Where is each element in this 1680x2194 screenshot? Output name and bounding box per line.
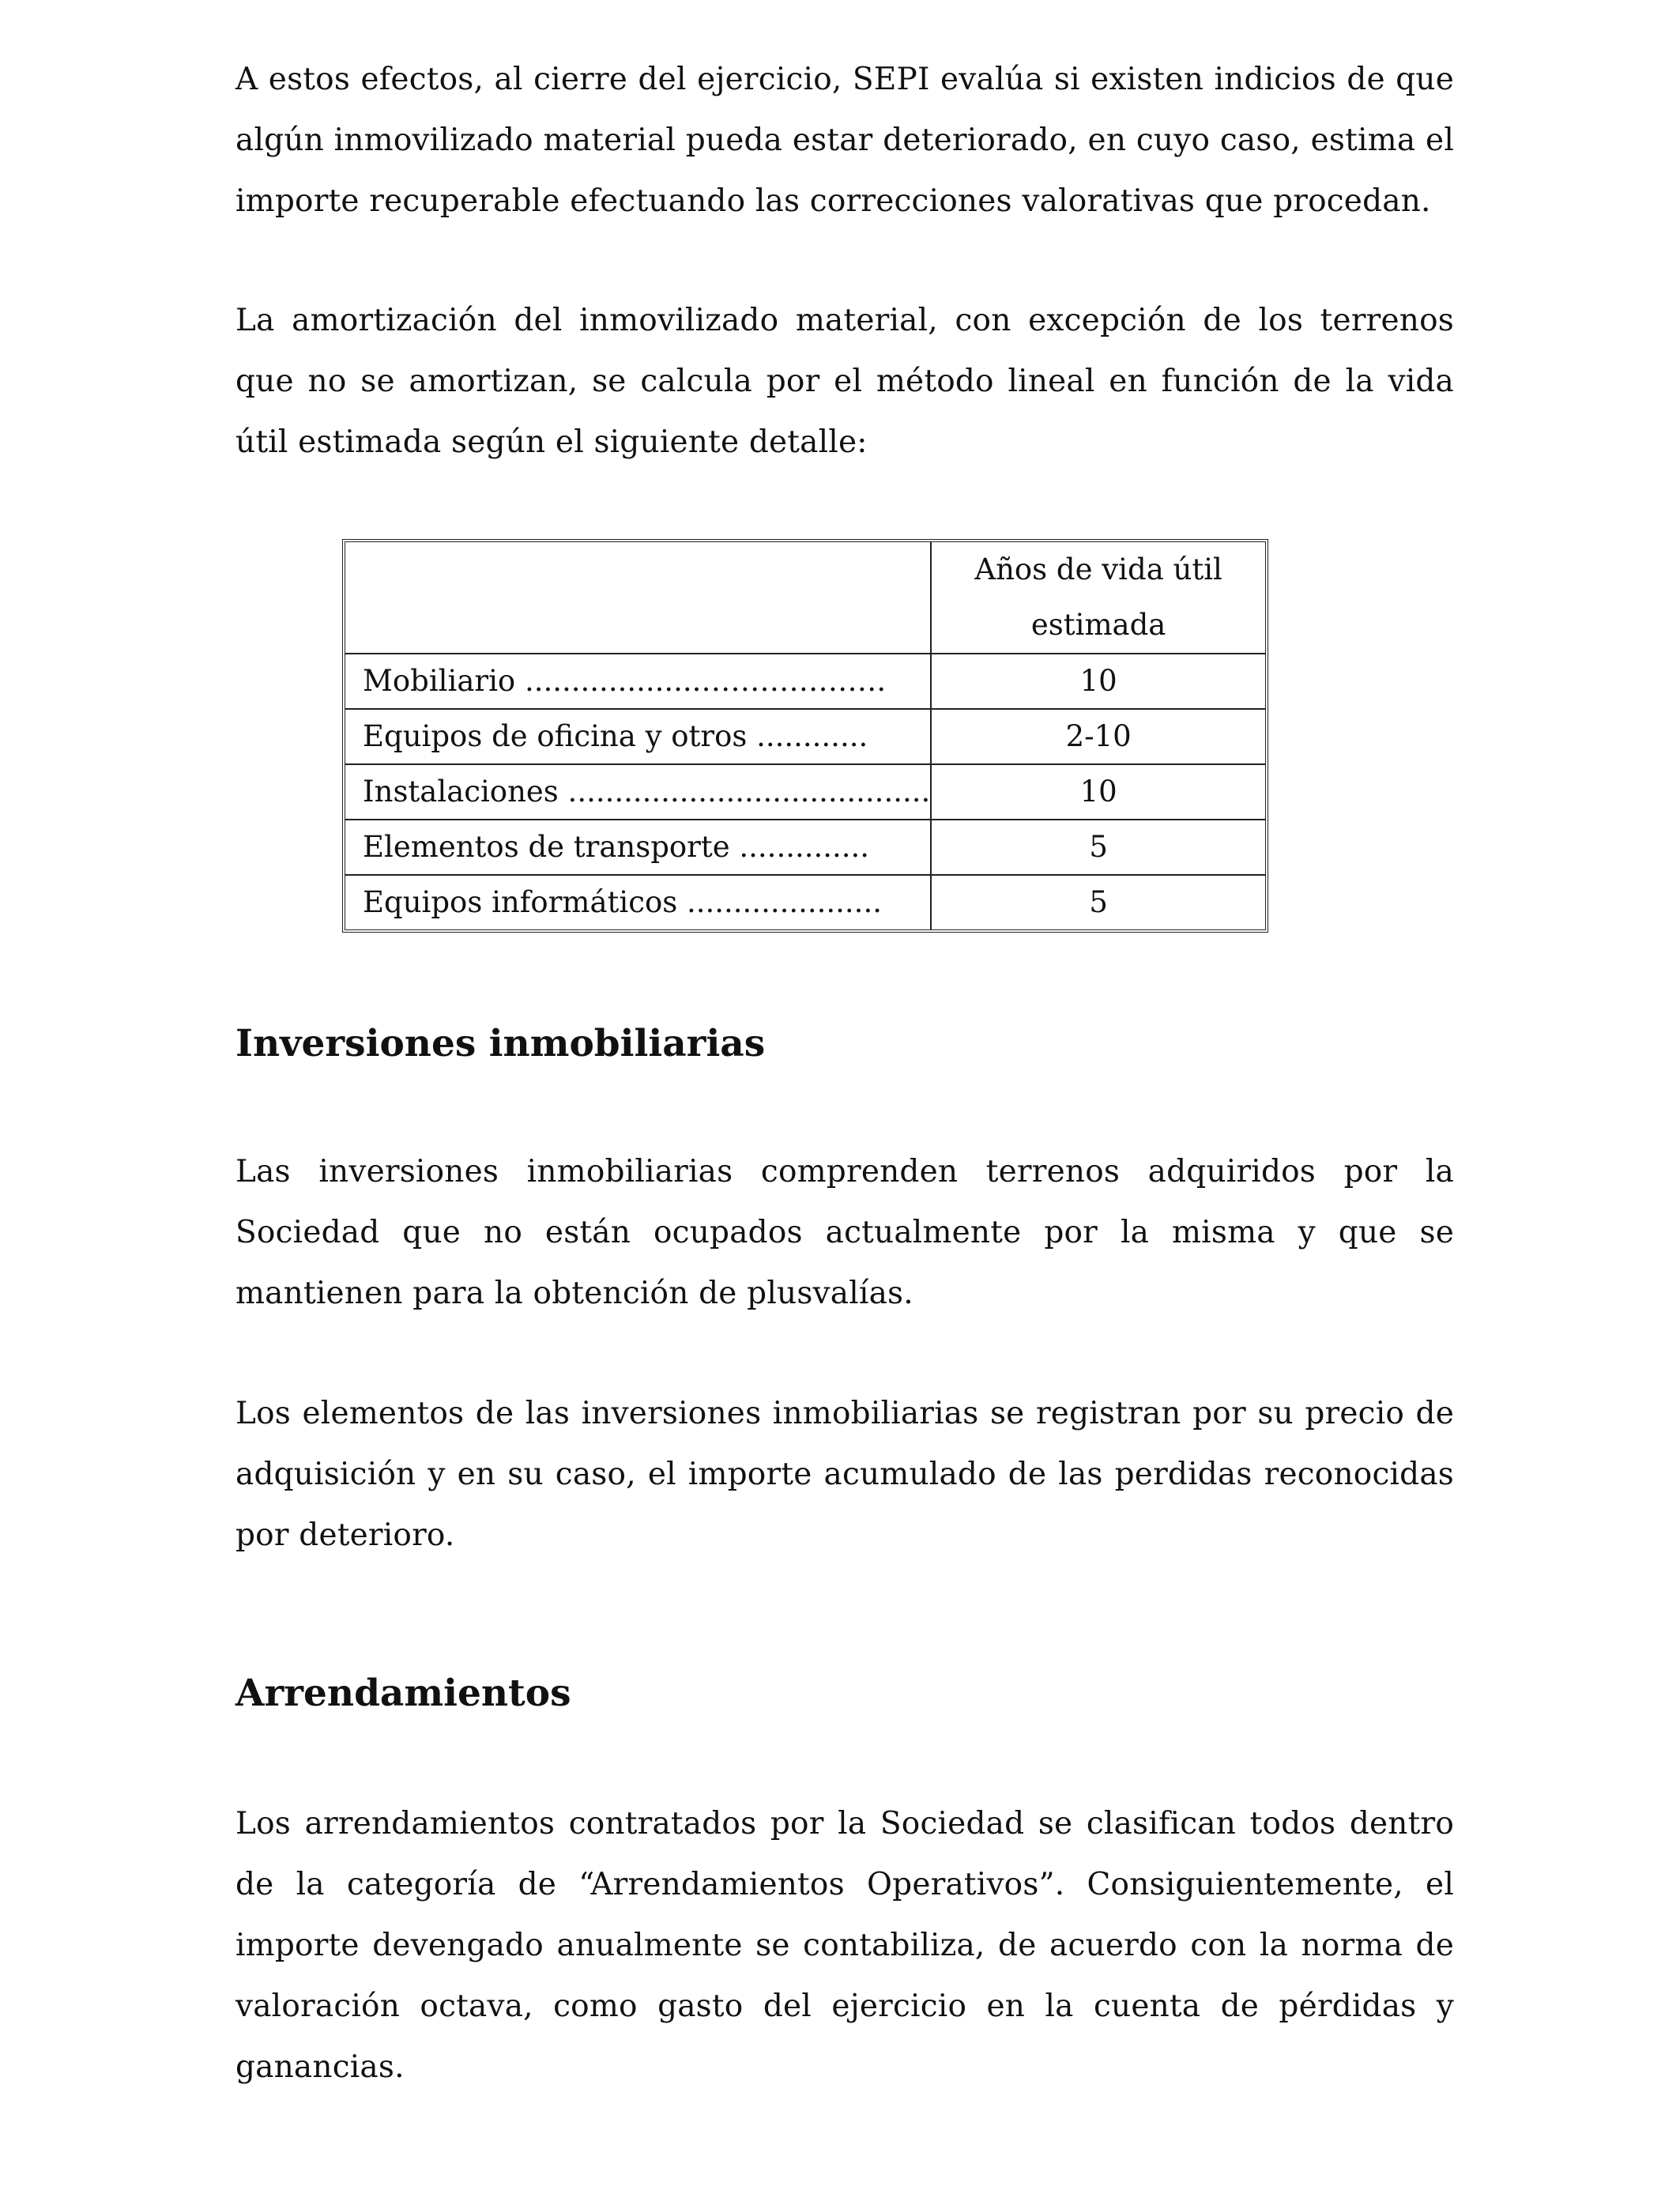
paragraph-amortizacion: La amortización del inmovilizado material, con excepción de los terrenos que no se amortizan, se calcula por el método lineal en función de la vida útil estimada según el siguiente detalle: [235, 303, 1454, 460]
table-cell-label: Equipos de oficina y otros ............ [345, 710, 932, 765]
table-cell-value: 10 [932, 654, 1265, 710]
table-header-empty-cell [345, 542, 932, 654]
paragraph-arrendamientos: Los arrendamientos contratados por la Sociedad se clasifican todos dentro de la categoría de “Arrendamientos Operativos”. Consiguientemente, el importe devengado anualmente se contabiliza, de acuerdo con la norma de valoración octava, como gasto del ejercicio en la cuenta de pérdidas y ganancias. [235, 1806, 1454, 2085]
paragraph-inversiones-registro: Los elementos de las inversiones inmobiliarias se registran por su precio de adquisición y en su caso, el importe acumulado de las perdidas reconocidas por deterioro. [235, 1396, 1454, 1553]
table-cell-label: Mobiliario ...................………………. [345, 654, 932, 710]
table-row [345, 710, 1265, 765]
table-cell-value: 10 [932, 765, 1265, 820]
table-row [345, 876, 1265, 929]
heading-arrendamientos: Arrendamientos [235, 1672, 571, 1715]
table-cell-label: Elementos de transporte .............. [345, 820, 932, 876]
table-cell-value: 2-10 [932, 710, 1265, 765]
table-row [345, 820, 1265, 876]
table-cell-value: 5 [932, 820, 1265, 876]
vida-util-table [342, 539, 1268, 933]
heading-inversiones-inmobiliarias: Inversiones inmobiliarias [235, 1022, 766, 1065]
table-cell-label: Instalaciones ....................................... [345, 765, 932, 820]
table-header-row [345, 542, 1265, 654]
table-cell-label: Equipos informáticos ..................... [345, 876, 932, 929]
paragraph-deterioro: A estos efectos, al cierre del ejercicio, SEPI evalúa si existen indicios de que algún inmovilizado material pueda estar deteriorado, en cuyo caso, estima el importe recuperable efectuando las correcciones valorativas que procedan. [235, 62, 1454, 219]
table-row [345, 765, 1265, 820]
table-cell-value: 5 [1089, 885, 1108, 919]
table-header-years: Años de vida útil estimada [932, 542, 1265, 654]
paragraph-inversiones-definicion: Las inversiones inmobiliarias comprenden terrenos adquiridos por la Sociedad que no están ocupados actualmente por la misma y que se mantienen para la obtención de plusvalías. [235, 1154, 1454, 1311]
table-row [345, 654, 1265, 710]
